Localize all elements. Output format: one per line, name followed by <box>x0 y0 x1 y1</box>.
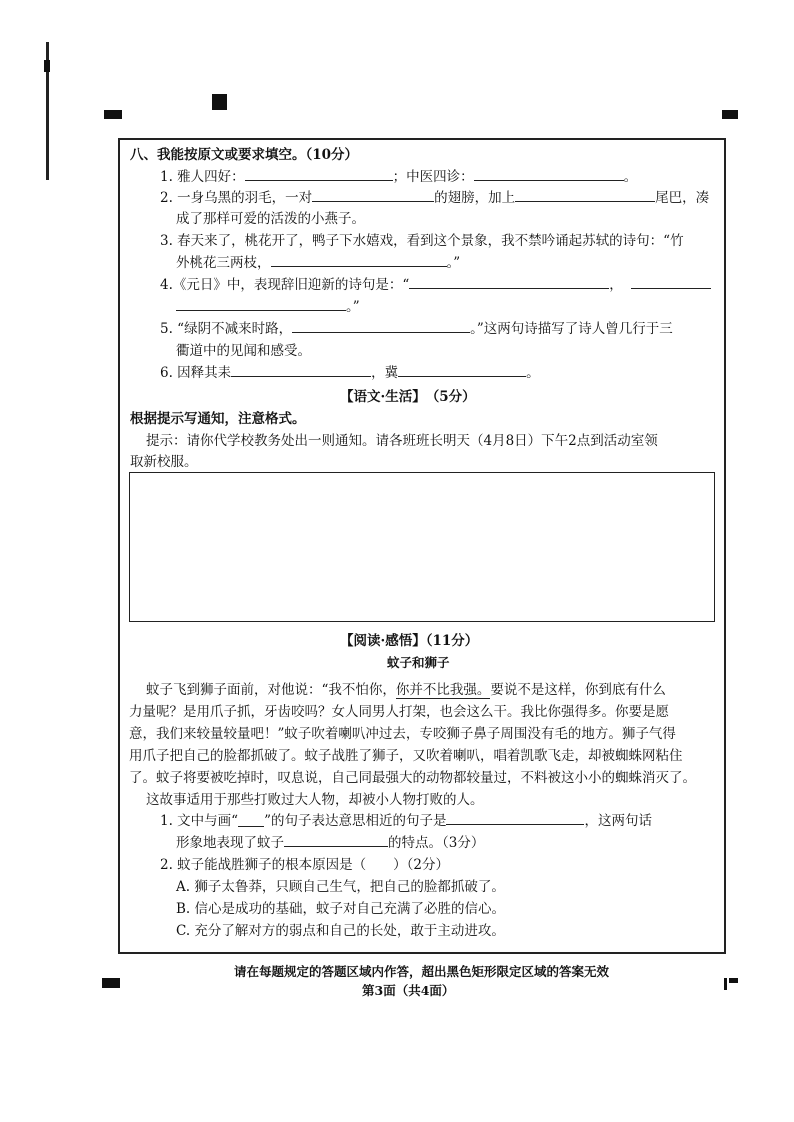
rq1-suffix: ，这两句话 <box>584 813 652 829</box>
reading-heading: 【阅读·感悟】（11分） <box>340 633 479 649</box>
story-line1 <box>146 678 666 698</box>
q4-blank-2[interactable] <box>631 276 711 289</box>
q4-prefix: 4.《元日》中，表现辞旧迎新的诗句是：“ <box>160 277 410 293</box>
q1-middle: ；中医四诊： <box>392 169 474 185</box>
life-instruction: 根据提示写通知，注意格式。 <box>130 411 306 427</box>
section8-q3-line1: 3. 春天来了，桃花开了，鸭子下水嬉戏，看到这个景象，我不禁吟诵起苏轼的诗句：“竹 <box>160 233 684 249</box>
rq1-prefix: 1. 文中与画“ <box>160 813 239 829</box>
q4-end: 。” <box>346 299 360 315</box>
q3-blank[interactable] <box>271 254 447 267</box>
q4-comma: ， <box>609 277 623 293</box>
story-line5: 了。蚊子将要被吃掉时，叹息说，自己同最强大的动物都较量过，不料被这小小的蜘蛛消灭了。 <box>129 770 696 786</box>
section8-q2-cont: 成了那样可爱的活泼的小燕子。 <box>176 211 365 227</box>
q1-blank-1[interactable] <box>245 168 393 181</box>
page-number: 第3面（共4面） <box>362 983 455 998</box>
q2-suffix: 尾巴，凑 <box>655 190 710 206</box>
life-hint-line1: 提示：请你代学校教务处出一则通知。请各班班长明天（4月8日）下午2点到活动室领 <box>146 433 658 449</box>
q6-middle: ，冀 <box>371 365 399 381</box>
registration-mark-bottom-right-b <box>729 978 738 983</box>
q6-end: 。 <box>526 365 540 381</box>
option-b[interactable]: B. 信心是成功的基础，蚊子对自己充满了必胜的信心。 <box>176 901 506 917</box>
option-c[interactable]: C. 充分了解对方的弱点和自己的长处，敢于主动进攻。 <box>176 923 505 939</box>
registration-mark-top <box>212 94 227 110</box>
section8-heading: 八、我能按原文或要求填空。（10分） <box>130 147 359 163</box>
section8-q4-cont <box>176 298 360 316</box>
story-line2: 力量呢？是用爪子抓，牙齿咬吗？女人同男人打架，也会这么干。我比你强得多。你要是愿 <box>129 704 669 720</box>
q1-end: 。 <box>623 169 638 185</box>
q1-prefix: 1. 雅人四好： <box>160 169 245 185</box>
registration-mark-bottom-left <box>102 978 120 988</box>
rq1-blank-2[interactable] <box>284 834 388 847</box>
registration-mark-top-left <box>104 110 122 119</box>
story-line1-b: 要说不是这样，你到底有什么 <box>490 682 666 698</box>
section8-q6 <box>160 364 540 382</box>
life-heading: 【语文·生活】 （5分） <box>340 389 476 405</box>
q2-blank-2[interactable] <box>515 189 655 202</box>
section8-q1 <box>160 168 637 186</box>
q4-blank-1[interactable] <box>409 276 609 289</box>
story-line4: 用爪子把自己的脸都抓破了。蚊子战胜了狮子，又吹着喇叭，唱着凯歌飞走，却被蜘蛛网粘住 <box>129 748 683 764</box>
q6-blank-2[interactable] <box>398 364 526 377</box>
rq1-cont-suffix: 的特点。（3分） <box>388 835 485 851</box>
section8-q4 <box>160 276 711 294</box>
rq1-middle: ”的句子表达意思相近的句子是 <box>264 813 447 829</box>
q5-blank[interactable] <box>292 320 470 333</box>
option-a[interactable]: A. 狮子太鲁莽，只顾自己生气，把自己的脸都抓破了。 <box>176 879 505 895</box>
q5-suffix: 。”这两句诗描写了诗人曾几行于三 <box>470 321 673 337</box>
notice-writing-box[interactable] <box>129 472 715 622</box>
q1-blank-2[interactable] <box>474 168 624 181</box>
footer-notice: 请在每题规定的答题区域内作答，超出黑色矩形限定区域的答案无效 <box>234 964 610 979</box>
story-line1-a: 蚊子飞到狮子面前，对他说：“我不怕你， <box>146 682 396 698</box>
q6-prefix: 6. 因释其耒 <box>160 365 232 381</box>
q6-blank-1[interactable] <box>231 364 371 377</box>
scan-edge-mark <box>44 60 50 72</box>
story-underlined-sentence: 你并不比我强。 <box>395 682 491 698</box>
rq1-cont-prefix: 形象地表现了蚊子 <box>176 835 284 851</box>
reading-q1-cont <box>176 834 484 852</box>
section8-q2 <box>160 189 709 207</box>
rq1-mark-sample <box>238 816 264 827</box>
q3-end: 。” <box>446 255 461 271</box>
q2-prefix: 2. 一身乌黑的羽毛，一对 <box>160 190 313 206</box>
section8-q5-cont: 衢道中的见闻和感受。 <box>176 343 311 359</box>
q3-prefix: 外桃花三两枝， <box>176 255 271 271</box>
story-line6: 这故事适用于那些打败过大人物，却被小人物打败的人。 <box>146 792 484 808</box>
registration-mark-top-right <box>722 110 738 119</box>
q2-middle: 的翅膀，加上 <box>434 190 516 206</box>
q5-prefix: 5. “绿阴不减来时路， <box>160 321 293 337</box>
q4-blank-3[interactable] <box>176 298 346 311</box>
life-hint-line2: 取新校服。 <box>130 454 198 470</box>
story-line3: 意，我们来较量较量吧！”蚊子吹着喇叭冲过去，专咬狮子鼻子周围没有毛的地方。狮子气得 <box>129 726 676 742</box>
section8-q5 <box>160 320 673 338</box>
q2-blank-1[interactable] <box>312 189 434 202</box>
rq1-blank-1[interactable] <box>446 812 584 825</box>
reading-q1 <box>160 812 652 830</box>
section8-q3-line2 <box>176 254 460 272</box>
reading-title: 蚊子和狮子 <box>387 655 450 670</box>
registration-mark-bottom-right-a <box>724 978 727 990</box>
reading-q2: 2. 蚊子能战胜狮子的根本原因是（ ）（2分） <box>160 857 450 873</box>
